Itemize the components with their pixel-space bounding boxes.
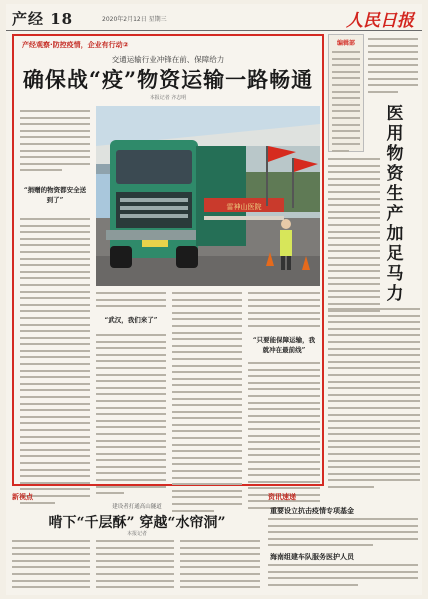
feature-column-2-lower — [96, 334, 166, 499]
feature-title: 确保战“疫”物资运输一路畅通 — [22, 67, 314, 92]
right-text-top — [368, 38, 418, 97]
photo-banner-text: 雷神山医院 — [226, 203, 262, 211]
section-label: 产经 18 — [12, 10, 74, 28]
right-text-narrow — [328, 158, 380, 316]
feature-column-4 — [248, 362, 320, 514]
feature-article — [12, 34, 324, 486]
news-headline-1: 重要设立抗击疫情专项基金 — [270, 507, 354, 515]
bottom-right-news — [268, 492, 420, 592]
bottom-left-title: 啃下“千层酥” 穿越“水帘洞” — [48, 515, 226, 531]
callout-left: “捐赠的物资都安全送到了” — [23, 186, 87, 204]
feature-kicker: 产经观察·防控疫情，企业有行动② — [22, 41, 129, 49]
feature-column-left — [20, 218, 90, 508]
bottom-left-article — [12, 492, 262, 592]
editor-note-label: 编辑部 — [336, 40, 355, 47]
editor-note-box — [328, 34, 364, 152]
callout-mid-left: “武汉，我们来了” — [104, 316, 158, 324]
issue-date: 2020年2月12日 星期三 — [102, 16, 167, 23]
newspaper-logo: 人民日报 — [346, 11, 414, 31]
right-text-bottom — [328, 308, 420, 493]
right-column — [328, 34, 420, 486]
right-vertical-title: 医用物资生产加足马力 — [386, 104, 404, 304]
feature-column-2 — [96, 292, 166, 312]
feature-column-4-top — [248, 292, 320, 332]
bottom-left-col-2 — [96, 540, 174, 593]
bottom-right-tag: 资讯速递 — [268, 493, 296, 501]
callout-mid-right: “只要能保障运输，我就冲在最前线” — [252, 336, 316, 354]
feature-subtitle: 交通运输行业冲锋在前、保障给力 — [111, 55, 225, 64]
feature-photo — [96, 106, 320, 286]
bottom-left-byline: 本报记者 — [126, 531, 147, 537]
feature-byline: 本报记者 齐志明 — [149, 95, 187, 101]
bottom-left-subtitle: 建设者打通高山隧道 — [112, 504, 162, 510]
newspaper-page — [6, 4, 422, 595]
news-text-1 — [268, 518, 418, 551]
feature-column-left-top — [20, 110, 90, 176]
feature-column-3 — [172, 292, 242, 516]
news-text-2 — [268, 564, 418, 590]
news-headline-2: 海南组建车队服务医护人员 — [270, 553, 354, 561]
bottom-left-col-1 — [12, 540, 90, 593]
truck-checkpoint-photo — [96, 106, 320, 286]
page-header — [6, 4, 422, 31]
bottom-left-tag: 新视点 — [12, 493, 33, 501]
bottom-left-col-3 — [180, 540, 260, 593]
